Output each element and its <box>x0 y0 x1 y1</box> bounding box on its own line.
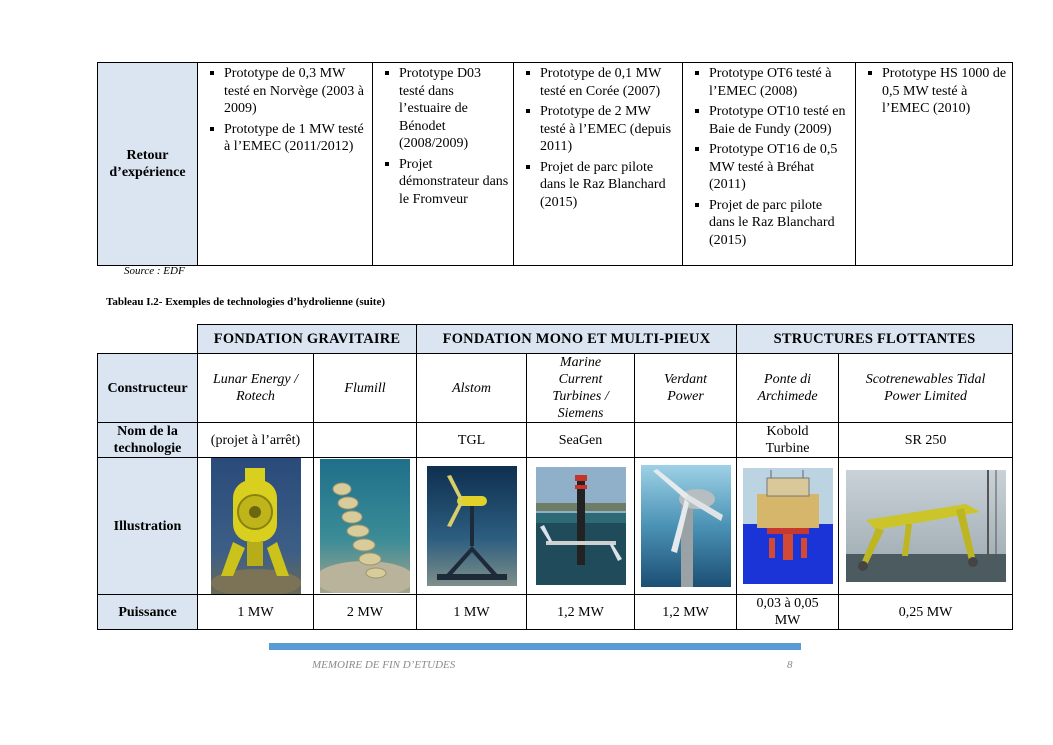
experience-cell <box>373 63 514 266</box>
table-caption: Tableau I.2- Exemples de technologies d’hydrolienne (suite) <box>106 296 385 308</box>
nom-cell: SR 250 <box>839 423 1013 458</box>
illustration-cell <box>527 458 635 595</box>
list-item: Prototype de 0,1 MW testé en Corée (2007) <box>520 65 678 100</box>
experience-cell <box>683 63 856 266</box>
nom-row <box>98 423 1013 458</box>
technology-table <box>97 324 1013 630</box>
constructeur-cell: Lunar Energy / Rotech <box>198 354 314 423</box>
nom-cell: Kobold Turbine <box>737 423 839 458</box>
row-header-nom: Nom de la technologie <box>98 423 198 458</box>
list-item: Prototype OT6 testé à l’EMEC (2008) <box>689 65 851 100</box>
lunar-energy-turbine-image <box>211 458 301 594</box>
illustration-row <box>98 458 1013 595</box>
illustration-cell <box>198 458 314 595</box>
puissance-cell: 2 MW <box>314 595 417 630</box>
experience-cell <box>198 63 373 266</box>
row-header-constructeur: Constructeur <box>98 354 198 423</box>
experience-row <box>98 63 1013 266</box>
constructeur-cell: Flumill <box>314 354 417 423</box>
sr250-turbine-image <box>846 470 1006 582</box>
flumill-turbine-image <box>320 459 410 593</box>
group-header-flottantes: STRUCTURES FLOTTANTES <box>737 325 1013 354</box>
row-header-illustration: Illustration <box>98 458 198 595</box>
illustration-cell <box>314 458 417 595</box>
list-item: Projet de parc pilote dans le Raz Blanchard (2015) <box>689 197 851 250</box>
verdant-turbine-image <box>641 465 731 587</box>
puissance-cell: 1 MW <box>198 595 314 630</box>
row-header-retour-experience: Retour d’expérience <box>98 63 198 266</box>
nom-cell: SeaGen <box>527 423 635 458</box>
experience-cell <box>514 63 683 266</box>
list-item: Prototype HS 1000 de 0,5 MW testé à l’EMEC (2010) <box>862 65 1008 118</box>
list-item: Prototype OT10 testé en Baie de Fundy (2009) <box>689 103 851 138</box>
list-item: Prototype D03 testé dans l’estuaire de Bénodet (2008/2009) <box>379 65 509 153</box>
footer-title: MEMOIRE DE FIN D’ETUDES <box>312 659 456 671</box>
row-header-puissance: Puissance <box>98 595 198 630</box>
experience-table <box>97 62 1013 266</box>
alstom-tgl-turbine-image <box>427 466 517 586</box>
nom-cell <box>314 423 417 458</box>
puissance-cell: 0,03 à 0,05 MW <box>737 595 839 630</box>
nom-cell: TGL <box>417 423 527 458</box>
list-item: Prototype OT16 de 0,5 MW testé à Bréhat (2011) <box>689 141 851 194</box>
experience-cell <box>856 63 1013 266</box>
constructeur-cell: Verdant Power <box>635 354 737 423</box>
list-item: Prototype de 0,3 MW testé en Norvège (2003 à 2009) <box>204 65 368 118</box>
puissance-cell: 0,25 MW <box>839 595 1013 630</box>
nom-cell <box>635 423 737 458</box>
illustration-cell <box>417 458 527 595</box>
source-note: Source : EDF <box>124 265 185 277</box>
list-item: Projet de parc pilote dans le Raz Blanchard (2015) <box>520 159 678 212</box>
corner-cell <box>98 325 198 354</box>
kobold-turbine-image <box>743 468 833 584</box>
constructeur-cell: Scotrenewables Tidal Power Limited <box>839 354 1013 423</box>
list-item: Prototype de 2 MW testé à l’EMEC (depuis 2011) <box>520 103 678 156</box>
group-header-row <box>98 325 1013 354</box>
group-header-pieux: FONDATION MONO ET MULTI-PIEUX <box>417 325 737 354</box>
constructeur-cell: Ponte di Archimede <box>737 354 839 423</box>
illustration-cell <box>737 458 839 595</box>
constructeur-cell: Marine Current Turbines / Siemens <box>527 354 635 423</box>
footer-bar <box>269 643 801 650</box>
seagen-turbine-image <box>536 467 626 585</box>
illustration-cell <box>635 458 737 595</box>
nom-cell: (projet à l’arrêt) <box>198 423 314 458</box>
puissance-cell: 1,2 MW <box>527 595 635 630</box>
illustration-cell <box>839 458 1013 595</box>
group-header-gravitaire: FONDATION GRAVITAIRE <box>198 325 417 354</box>
constructeur-row <box>98 354 1013 423</box>
list-item: Prototype de 1 MW testé à l’EMEC (2011/2012) <box>204 121 368 156</box>
page-number: 8 <box>787 659 793 671</box>
puissance-row <box>98 595 1013 630</box>
constructeur-cell: Alstom <box>417 354 527 423</box>
puissance-cell: 1,2 MW <box>635 595 737 630</box>
puissance-cell: 1 MW <box>417 595 527 630</box>
list-item: Projet démonstrateur dans le Fromveur <box>379 156 509 209</box>
